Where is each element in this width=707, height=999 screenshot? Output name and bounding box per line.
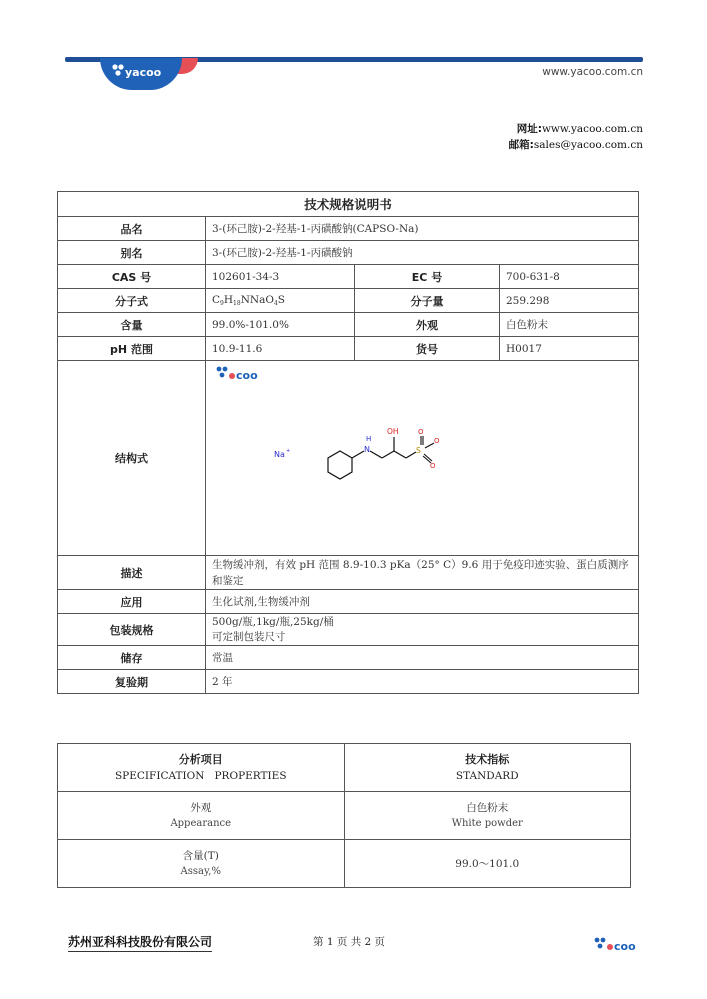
oh-label: OH	[387, 427, 399, 436]
table-row	[58, 289, 639, 313]
contact-block	[509, 121, 643, 153]
structure-diagram	[206, 361, 636, 556]
col1-cn: 分析项目	[178, 752, 223, 766]
structure-label: 结构式	[58, 361, 206, 556]
table-row	[58, 217, 639, 241]
content-label: 含量	[58, 313, 206, 337]
header-url: www.yacoo.com.cn	[542, 66, 643, 78]
packing-value	[206, 614, 639, 646]
retest-value: 2 年	[206, 670, 639, 694]
retest-label: 复验期	[58, 670, 206, 694]
web-label: 网址:	[516, 123, 542, 135]
s-label: S	[416, 446, 421, 455]
table-row	[58, 337, 639, 361]
formula-label: 分子式	[58, 289, 206, 313]
row1-item-cn: 外观	[190, 801, 212, 814]
alias-label: 别名	[58, 241, 206, 265]
item-no-label: 货号	[355, 337, 500, 361]
svg-text:coo: coo	[236, 369, 258, 382]
table-row	[58, 241, 639, 265]
contact-email	[509, 137, 643, 153]
ec-value: 700-631-8	[500, 265, 639, 289]
spec-title: 技术规格说明书	[58, 192, 639, 217]
row1-standard-cn: 白色粉末	[466, 801, 509, 814]
ph-label: pH 范围	[58, 337, 206, 361]
yacoo-logo-icon	[111, 63, 171, 79]
n-label: N	[364, 445, 370, 454]
mw-label: 分子量	[355, 289, 500, 313]
footer-page-number: 第 1 页 共 2 页	[313, 936, 386, 948]
col2-cn: 技术指标	[465, 752, 510, 766]
packing-line-1: 500g/瓶,1kg/瓶,25kg/桶	[212, 615, 334, 628]
row1-item-en: Appearance	[170, 817, 232, 829]
col2-en: STANDARD	[455, 769, 519, 782]
cas-label: CAS 号	[58, 265, 206, 289]
product-name-value: 3-(环己胺)-2-羟基-1-丙磺酸钠(CAPSO-Na)	[206, 217, 639, 241]
formula-value: $C_9H_{18}NNaO_4S$	[206, 289, 355, 313]
web-value[interactable]: www.yacoo.com.cn	[541, 123, 643, 135]
yacoo-logo-icon	[594, 936, 644, 954]
table-row	[58, 840, 631, 888]
structure-cell	[206, 361, 639, 556]
table-row	[58, 265, 639, 289]
table-row	[58, 590, 639, 614]
email-value[interactable]: sales@yacoo.com.cn	[533, 139, 643, 151]
header-logo	[100, 58, 198, 90]
table-row	[58, 614, 639, 646]
table-row	[58, 313, 639, 337]
analysis-header-item	[58, 744, 345, 792]
table-row	[58, 646, 639, 670]
application-label: 应用	[58, 590, 206, 614]
logo-text: yacoo	[125, 66, 162, 79]
analysis-header-standard	[344, 744, 631, 792]
appearance-label: 外观	[355, 313, 500, 337]
svg-text:coo: coo	[614, 940, 636, 953]
na-charge: +	[286, 448, 291, 454]
appearance-value: 白色粉末	[500, 313, 639, 337]
table-row	[58, 792, 631, 840]
storage-value: 常温	[206, 646, 639, 670]
contact-web	[509, 121, 643, 137]
na-label: Na	[274, 450, 285, 459]
alias-value: 3-(环己胺)-2-羟基-1-丙磺酸钠	[206, 241, 639, 265]
col1-en: SPECIFICATION PROPERTIES	[114, 769, 287, 782]
cas-value: 102601-34-3	[206, 265, 355, 289]
table-row	[58, 361, 639, 556]
ph-value: 10.9-11.6	[206, 337, 355, 361]
row2-item-cn: 含量(T)	[182, 849, 219, 862]
cyclohexane-ring	[328, 451, 352, 479]
product-name-label: 品名	[58, 217, 206, 241]
description-label: 描述	[58, 556, 206, 590]
row1-standard-en: White powder	[451, 817, 523, 829]
table-row	[58, 670, 639, 694]
table-row	[58, 556, 639, 590]
email-label: 邮箱:	[508, 139, 534, 151]
storage-label: 储存	[58, 646, 206, 670]
content-value: 99.0%-101.0%	[206, 313, 355, 337]
application-value: 生化试剂,生物缓冲剂	[206, 590, 639, 614]
nh-label: H	[366, 435, 372, 443]
description-value: 生物缓冲剂，有效 pH 范围 8.9-10.3 pKa（25° C）9.6 用于免疫印迹实验、蛋白质测序和鉴定	[206, 556, 639, 590]
o-top-label: O	[418, 428, 424, 436]
analysis-table	[57, 743, 631, 888]
o-bottom-label: O	[430, 462, 436, 470]
o-minus-label: O	[434, 437, 440, 445]
item-no-value: H0017	[500, 337, 639, 361]
footer-company: 苏州亚科科技股份有限公司	[68, 933, 212, 952]
packing-label: 包装规格	[58, 614, 206, 646]
row2-standard: 99.0～101.0	[344, 840, 631, 888]
packing-line-2: 可定制包装尺寸	[212, 630, 286, 643]
ec-label: EC 号	[355, 265, 500, 289]
row2-item-en: Assay,%	[180, 865, 221, 877]
spec-table	[57, 191, 639, 694]
mw-value: 259.298	[500, 289, 639, 313]
logo-wordmark	[100, 58, 182, 84]
footer-logo	[594, 936, 644, 954]
